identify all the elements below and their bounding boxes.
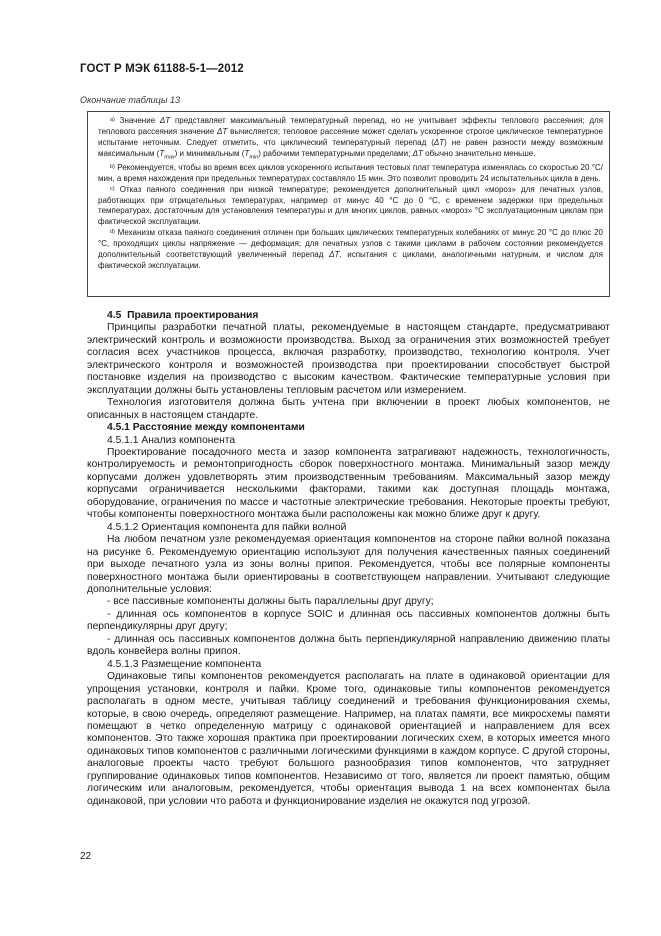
page-number: 22 xyxy=(80,851,92,862)
footnote-d: $^{d)}$ Механизм отказа паяного соединения отличен при больших циклических температурных колебаниях от минус 20 °C до плюс 20 °C, проходящих циклы напряжение — деформация; для печатных узлов с такими циклами в рабочем состоянии рекомендуется дополнительный соответствующий увеличенный перепад ΔT, испытания с циклами, аналогичными натурным, и числом для фактической эксплуатации. xyxy=(98,228,603,270)
footnote-b: $^{b)}$ Рекомендуется, чтобы во время всех циклов ускоренного испытания тестовых плат температура изменялась со скоростью 20 °C/мин, а время нахождения при предельных температурах составляло 15 мин. Это позволит проводить 24 испытательных цикла в день. xyxy=(98,162,603,183)
subsection-heading-4-5-1-3: 4.5.1.3 Размещение компонента xyxy=(107,658,262,670)
section-heading: 4.5 Правила проектирования xyxy=(107,310,259,321)
document-header: ГОСТ Р МЭК 61188-5-1—2012 xyxy=(80,63,244,75)
main-text xyxy=(87,310,610,808)
list-item-2: - длинная ось компонентов в корпусе SOIC и длинная ось пассивных компонентов должны быть перпендикулярны друг другу; xyxy=(87,608,610,633)
subsection-heading-4-5-1-2: 4.5.1.2 Ориентация компонента для пайки волной xyxy=(107,521,347,533)
footnote-c: $^{c)}$ Отказ паяного соединения при низкой температуре; рекомендуется дополнительный цикл «мороз» для печатных узлов, работающих при отрицательных температурах, например от минус 40 °C до 0 °C, с временем задержки при предельных температурах, достаточным для установления температуры и для многих циклов, равных «мороз» °C эксплуатационным циклам при фактической эксплуатации. xyxy=(98,184,604,227)
subsection-heading-4-5-1-1: 4.5.1.1 Анализ компонента xyxy=(107,434,236,446)
paragraph-3: Проектирование посадочного места и зазор компонента затрагивают надежность, технологичность, контролируемость и ремонтопригодность сборок поверхностного монтажа. Минимальный зазор между корпусами должен удовлетворять этим производственным требованиям. Максимальный зазор между корпусами ограничивается несколькими факторами, такими как доступная площадь монтажа, оборудование, ограничения по массе и частотные электрические требования. Некоторые проекты требуют, чтобы компоненты поверхностного монтажа были расположены как можно ближе друг к другу. xyxy=(87,446,610,521)
list-item-1: - все пассивные компоненты должны быть параллельны друг другу; xyxy=(107,596,434,608)
list-item-3: - длинная ось пассивных компонентов должна быть перпендикулярной направлению движению платы вдоль конвейера волны припоя. xyxy=(87,633,610,658)
subsection-heading-4-5-1: 4.5.1 Расстояние между компонентами xyxy=(107,422,305,434)
table-footnotes-box xyxy=(87,111,610,297)
paragraph-2: Технология изготовителя должна быть учтена при включении в проект любых компонентов, не описанных в настоящем стандарте. xyxy=(87,397,610,421)
paragraph-5: Одинаковые типы компонентов рекомендуется располагать на плате в одинаковой ориентации для упрощения установки, контроля и пайки. Кроме того, одинаковые типы компонентов рекомендуется располагать в одном месте, учитывая таблицу соединений и требования функционирования схемы, которые, в свою очередь, определяют размещение. Например, на платах памяти, все микросхемы памяти помещают в четко определенную матрицу с одинаковой ориентацией и направлением для всех компонентов. Это также хорошая практика при проектировании логических схем, в которых имеется много одинаковых типов компонентов с различными логическими функциями в каждом корпусе. С другой стороны, аналоговые проекты часто требуют большого разнообразия типов компонентов, что затрудняет группирование одинаковых типов компонентов. Независимо от того, является ли проект памятью, общим логическим или аналоговым, рекомендуется, чтобы ориентация вывода 1 на всех компонентах была одинаковой, при условии что работа и функционирование изделия не окажутся под угрозой. xyxy=(87,671,610,807)
paragraph-1: Принципы разработки печатной платы, рекомендуемые в настоящем стандарте, предусматривают электрический контроль и возможности производства. Выход за ограничения этих возможностей требует согласия всех участников процесса, включая разработку, производство, технологию контроля. Учет электрического контроля и возможностей производства при проектировании способствует быстрой постановке изделия на производство с высоким качеством. Фактические температурные условия при эксплуатации должны быть установлены тепловым расчетом или измерением. xyxy=(87,322,610,396)
table-continuation-label: Окончание таблицы 13 xyxy=(80,95,180,105)
footnote-a: $^{a)}$ Значение ΔT представляет максимальный температурный перепад, но не учитывает эффекты теплового рассеяния; для теплового рассеяния значение ΔT вычисляется; тепловое рассеяние может сделать ускоренное строгое циклическое температурное испытание неточным. Следует отметить, что циклический температурный перепад (ΔT) не равен разности между возможным максимальным $(T_{max})$ и минимальным $(T_{min})$ рабочими температурными пределами; ΔT обычно значительно меньше. xyxy=(98,116,604,161)
paragraph-4: На любом печатном узле рекомендуемая ориентация компонентов на стороне пайки волной показана на рисунке 6. Рекомендуемую ориентацию используют для получения качественных паяных соединений при выходе печатного узла из зоны волны припоя. Рекомендуется, чтобы все полярные компоненты поверхностного монтажа были ориентированы в соответствующем направлении. Учитывают следующие дополнительные условия: xyxy=(87,534,610,595)
